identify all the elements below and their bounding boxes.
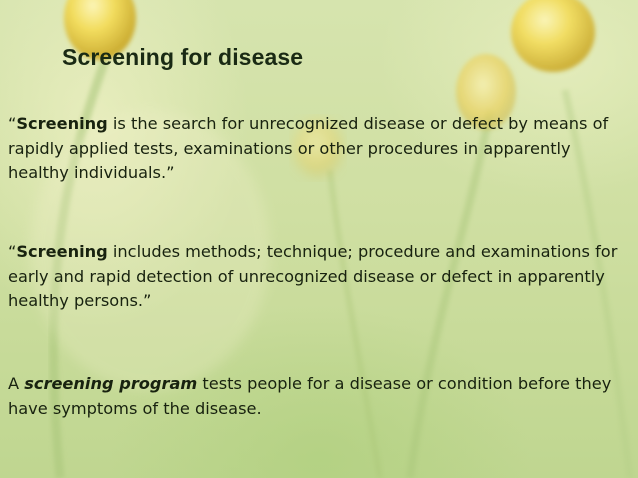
quote-open: “	[8, 242, 17, 261]
paragraph-text: tests people for a disease or condition before they have symptoms of the disease.	[8, 374, 612, 418]
definition-paragraph-2	[8, 240, 630, 314]
term-screening-program: screening program	[24, 374, 198, 393]
definition-text: includes methods; technique; procedure and examinations for early and rapid detection of unrecognized disease or defect in apparently healthy persons.”	[8, 242, 618, 310]
definition-paragraph-1	[8, 112, 630, 186]
paragraph-lead: A	[8, 374, 25, 393]
slide-title: Screening for disease	[62, 44, 304, 70]
term-screening: Screening	[16, 114, 108, 133]
screening-program-paragraph	[8, 372, 630, 421]
quote-open: “	[8, 114, 17, 133]
term-screening: Screening	[16, 242, 108, 261]
definition-text: is the search for unrecognized disease or defect by means of rapidly applied tests, examinations or other procedures in apparently healthy individuals.”	[8, 114, 609, 182]
bulb-right-top	[511, 0, 595, 72]
